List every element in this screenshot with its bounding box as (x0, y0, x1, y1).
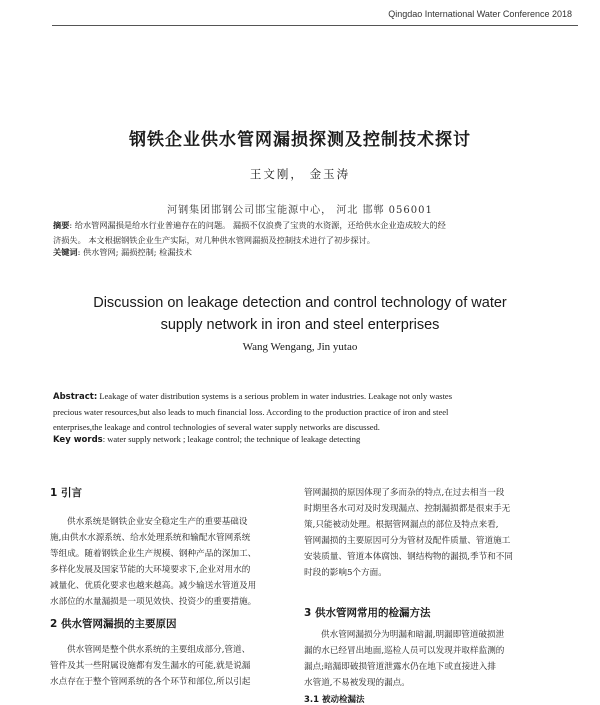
text-line: 管网漏损的原因体现了多而杂的特点,在过去相当一段 (304, 488, 505, 498)
chinese-keywords (53, 247, 553, 258)
section-2-paragraph (50, 642, 292, 690)
section-1-paragraph (50, 514, 292, 610)
text-line: 管网漏损的主要原因可分为管材及配件质量、管道施工 (304, 536, 511, 546)
text-line: 水部位的水量漏损是一项见效快、投资少的重要措施。 (50, 597, 257, 607)
section-2-heading: 2 供水管网漏损的主要原因 (50, 618, 177, 630)
english-keywords-label: Key words (53, 435, 103, 445)
text-line: 漏点;暗漏即破损管道泄露水仍在地下或直接进入排 (304, 662, 496, 672)
english-abstract-line: enterprises,the leakage and control technologies of several water supply networks are discussed. (53, 422, 380, 432)
text-line: 时段的影响5个方面。 (304, 568, 387, 578)
chinese-keywords-label: 关键词 (53, 247, 78, 257)
english-title-line: supply network in iron and steel enterprises (160, 317, 440, 333)
english-abstract (53, 389, 555, 435)
chinese-abstract-line: : 给水管网漏损是给水行业普遍存在的问题。 漏损不仅浪费了宝贵的水资源，还给供水企业造成较大的经 (69, 220, 446, 230)
english-keywords (53, 434, 555, 445)
text-line: 时期里各水司对及时发现漏点、控制漏损都是很束手无 (304, 504, 511, 514)
english-title-line: Discussion on leakage detection and control technology of water (93, 295, 507, 311)
section-2-continued-paragraph (304, 485, 554, 581)
chinese-authors: 王文刚， 金玉涛 (249, 167, 351, 181)
text-line: 安装质量、管道本体腐蚀、钢结构物的漏损,季节和不同 (304, 552, 513, 562)
section-3-heading: 3 供水管网常用的检漏方法 (304, 607, 431, 619)
chinese-title: 钢铁企业供水管网漏损探测及控制技术探讨 (129, 130, 471, 150)
text-line: 供水系统是钢铁企业安全稳定生产的重要基础设 (67, 517, 248, 527)
english-keywords-text: : water supply network ; leakage control; the technique of leakage detecting (102, 434, 361, 444)
text-line: 减量化、优质化要求也越来越高。减少输送水管道及用 (50, 581, 257, 591)
english-abstract-label: Abstract: (53, 392, 98, 402)
text-line: 水管道,不易被发现的漏点。 (304, 678, 410, 688)
text-line: 漏的水已经冒出地面,巡检人员可以发现并取样监测的 (304, 646, 505, 656)
text-line: 施,由供水水源系统、给水处理系统和输配水管网系统 (50, 533, 251, 543)
chinese-affiliation: 河钢集团邯钢公司邯宝能源中心， 河北 邯郸 056001 (167, 205, 433, 216)
chinese-abstract (53, 218, 553, 248)
text-line: 供水管网是整个供水系统的主要组成部分,管道、 (67, 645, 251, 655)
subsection-3-1-heading: 3.1 被动检漏法 (304, 695, 365, 705)
chinese-abstract-label: 摘要 (53, 220, 70, 230)
section-3-paragraph (304, 627, 554, 691)
text-line: 多样化发展及国家节能的大环境要求下,企业对用水的 (50, 565, 251, 575)
header-rule (52, 25, 578, 26)
text-line: 策,只能被动处理。根据管网漏点的部位及特点来看, (304, 520, 499, 530)
text-line: 水点存在于整个管网系统的各个环节和部位,所以引起 (50, 677, 251, 687)
journal-name: Qingdao International Water Conference 2018 (388, 9, 572, 19)
english-abstract-line: precious water resources,but also leads to much financial loss. According to the production practice of iron and steel (53, 407, 449, 417)
text-line: 等组成。随着钢铁企业生产规模、钢种产品的深加工、 (50, 549, 257, 559)
section-1-heading: 1 引言 (50, 487, 82, 499)
text-line: 供水管网漏损分为明漏和暗漏,明漏即管道破损泄 (321, 630, 505, 640)
chinese-abstract-line: 济损失。 本文根据钢铁企业生产实际，对几种供水管网漏损及控制技术进行了初步探讨。 (53, 235, 375, 245)
text-line: 管件及其一些附属设施都有发生漏水的可能,就是说漏 (50, 661, 251, 671)
english-authors: Wang Wengang, Jin yutao (242, 341, 358, 353)
english-title (0, 292, 600, 336)
chinese-keywords-text: : 供水管网; 漏损控制; 检漏技术 (77, 247, 192, 257)
english-abstract-line: Leakage of water distribution systems is a serious problem in water industries. Leakage not only wastes (97, 391, 453, 401)
